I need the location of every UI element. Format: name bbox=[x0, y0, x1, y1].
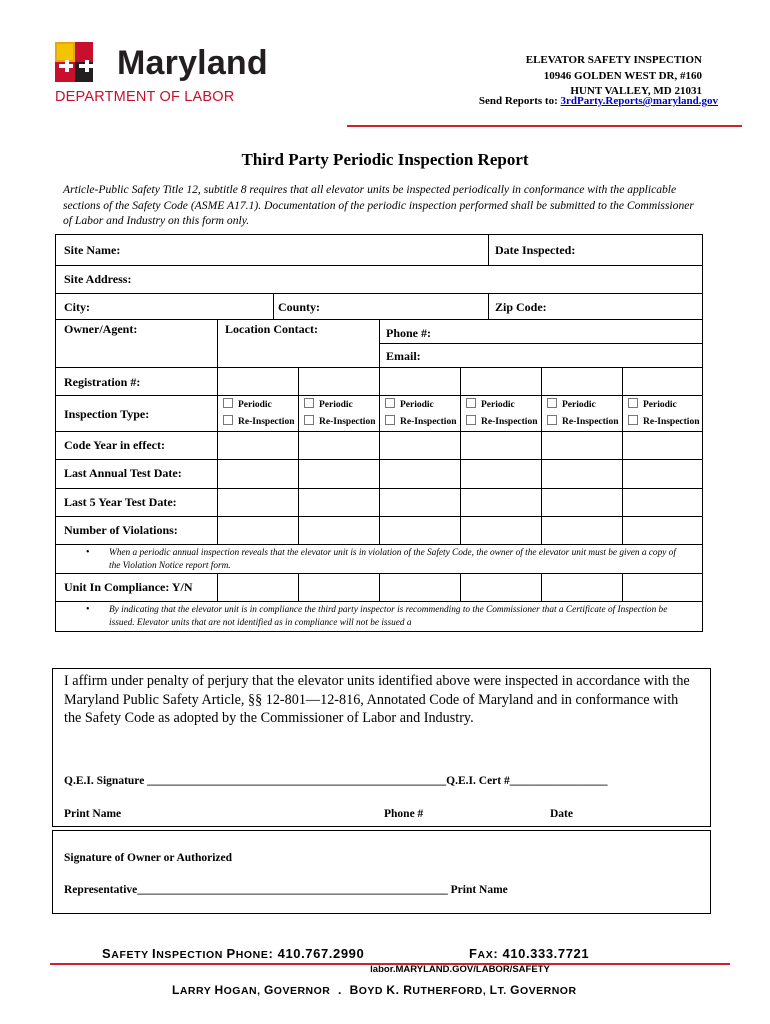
periodic-checkbox[interactable] bbox=[466, 398, 476, 408]
inspection-type-label: Inspection Type: bbox=[64, 407, 150, 421]
reinspection-checkbox[interactable] bbox=[304, 415, 314, 425]
last-annual-test-field[interactable]: Last Annual Test Date: bbox=[64, 466, 182, 480]
print-name-field[interactable]: Print Name bbox=[64, 808, 122, 820]
location-contact-field[interactable]: Location Contact: bbox=[225, 322, 318, 336]
reinspection-checkbox[interactable] bbox=[547, 415, 557, 425]
zip-code-field[interactable]: Zip Code: bbox=[495, 300, 547, 314]
address-line: 10946 GOLDEN WEST DR, #160 bbox=[543, 69, 702, 82]
owner-signature-label: Signature of Owner or Authorized bbox=[64, 852, 233, 864]
last-5-year-test-field[interactable]: Last 5 Year Test Date: bbox=[64, 495, 177, 509]
owner-signature-box bbox=[52, 830, 711, 914]
footer-url-link[interactable]: labor.MARYLAND.GOV/LABOR/SAFETY bbox=[370, 964, 550, 975]
header-address bbox=[526, 53, 702, 100]
periodic-label: Periodic bbox=[319, 400, 353, 410]
phone-field[interactable]: Phone #: bbox=[386, 326, 431, 340]
code-year-field[interactable]: Code Year in effect: bbox=[64, 438, 165, 452]
maryland-flag-icon bbox=[55, 42, 113, 82]
periodic-label: Periodic bbox=[481, 400, 515, 410]
periodic-checkbox[interactable] bbox=[547, 398, 557, 408]
header-divider bbox=[347, 125, 742, 127]
send-reports bbox=[479, 95, 718, 107]
county-field[interactable]: County: bbox=[278, 300, 321, 314]
qei-signature-line[interactable]: Q.E.I. Signature ____________________________________________________Q.E.I. Cert #_________________ bbox=[64, 775, 608, 787]
periodic-label: Periodic bbox=[238, 400, 272, 410]
owner-representative-line[interactable]: Representative______________________________________________________ Print Name bbox=[64, 884, 508, 896]
footer-fax: FAX: 410.333.7721 bbox=[469, 946, 590, 961]
page-title: Third Party Periodic Inspection Report bbox=[241, 150, 529, 169]
intro-paragraph: Article-Public Safety Title 12, subtitle 8 requires that all elevator units be inspected periodically in conformance with the applicable sections of the Safety Code (ASME A17.1). Documentation of the periodic inspection performed shall be submitted to the Commissioner of Labor and Industry on this form only. bbox=[63, 183, 694, 227]
reinspection-label: Re-Inspection bbox=[400, 417, 457, 427]
reinspection-label: Re-Inspection bbox=[481, 417, 538, 427]
logo-department: DEPARTMENT OF LABOR bbox=[55, 89, 235, 105]
periodic-checkbox[interactable] bbox=[223, 398, 233, 408]
site-name-field[interactable]: Site Name: bbox=[64, 243, 121, 257]
logo-wordmark: Maryland bbox=[117, 44, 268, 82]
email-field[interactable]: Email: bbox=[386, 349, 421, 363]
inspection-form-grid bbox=[55, 234, 703, 632]
periodic-label: Periodic bbox=[643, 400, 677, 410]
periodic-checkbox[interactable] bbox=[304, 398, 314, 408]
city-field[interactable]: City: bbox=[64, 300, 90, 314]
number-of-violations-field[interactable]: Number of Violations: bbox=[64, 523, 178, 537]
affirmation-text: I affirm under penalty of perjury that the elevator units identified above were inspected in accordance with the Maryland Public Safety Article, §§ 12-801—12-816, Annotated Code of Maryland and in conformance with the Safety Code as adopted by the Commissioner of Labor and Industry. bbox=[64, 673, 690, 726]
reinspection-label: Re-Inspection bbox=[238, 417, 295, 427]
date-inspected-field[interactable]: Date Inspected: bbox=[495, 243, 576, 257]
reinspection-label: Re-Inspection bbox=[319, 417, 376, 427]
periodic-checkbox[interactable] bbox=[628, 398, 638, 408]
periodic-label: Periodic bbox=[400, 400, 434, 410]
address-line: ELEVATOR SAFETY INSPECTION bbox=[525, 54, 702, 66]
reinspection-checkbox[interactable] bbox=[466, 415, 476, 425]
send-reports-label: Send Reports to: bbox=[478, 95, 558, 107]
unit-compliance-field[interactable]: Unit In Compliance: Y/N bbox=[64, 580, 193, 594]
reinspection-checkbox[interactable] bbox=[628, 415, 638, 425]
bullet: • bbox=[86, 604, 90, 615]
date-field[interactable]: Date bbox=[550, 808, 573, 820]
reinspection-label: Re-Inspection bbox=[643, 417, 700, 427]
reinspection-label: Re-Inspection bbox=[562, 417, 619, 427]
reinspection-checkbox[interactable] bbox=[223, 415, 233, 425]
affirmation-box bbox=[52, 668, 711, 827]
site-address-field[interactable]: Site Address: bbox=[64, 272, 132, 286]
compliance-note: By indicating that the elevator unit is in compliance the third party inspector is recommending to the Commissioner that a Certificate of Inspection be issued. Elevator units that are not identified as in compliance will not be issued a bbox=[109, 605, 668, 628]
reinspection-checkbox[interactable] bbox=[385, 415, 395, 425]
footer-governor: LARRY HOGAN, GOVERNOR . BOYD K. RUTHERFORD, LT. GOVERNOR bbox=[172, 983, 577, 997]
address-line: HUNT VALLEY, MD 21031 bbox=[570, 85, 702, 97]
periodic-label: Periodic bbox=[562, 400, 596, 410]
periodic-checkbox[interactable] bbox=[385, 398, 395, 408]
footer-phone: SAFETY INSPECTION PHONE: 410.767.2990 bbox=[102, 946, 365, 961]
maryland-logo bbox=[55, 42, 295, 108]
registration-field[interactable]: Registration #: bbox=[64, 375, 141, 389]
qei-phone-field[interactable]: Phone # bbox=[384, 808, 424, 820]
send-reports-email-link[interactable]: 3rdParty.Reports@maryland.gov bbox=[560, 95, 718, 107]
violation-note: When a periodic annual inspection reveals that the elevator unit is in violation of the Safety Code, the owner of the elevator unit must be given a copy of the Violation Notice report form. bbox=[109, 548, 676, 571]
bullet: • bbox=[86, 547, 90, 558]
owner-agent-field[interactable]: Owner/Agent: bbox=[64, 322, 138, 336]
